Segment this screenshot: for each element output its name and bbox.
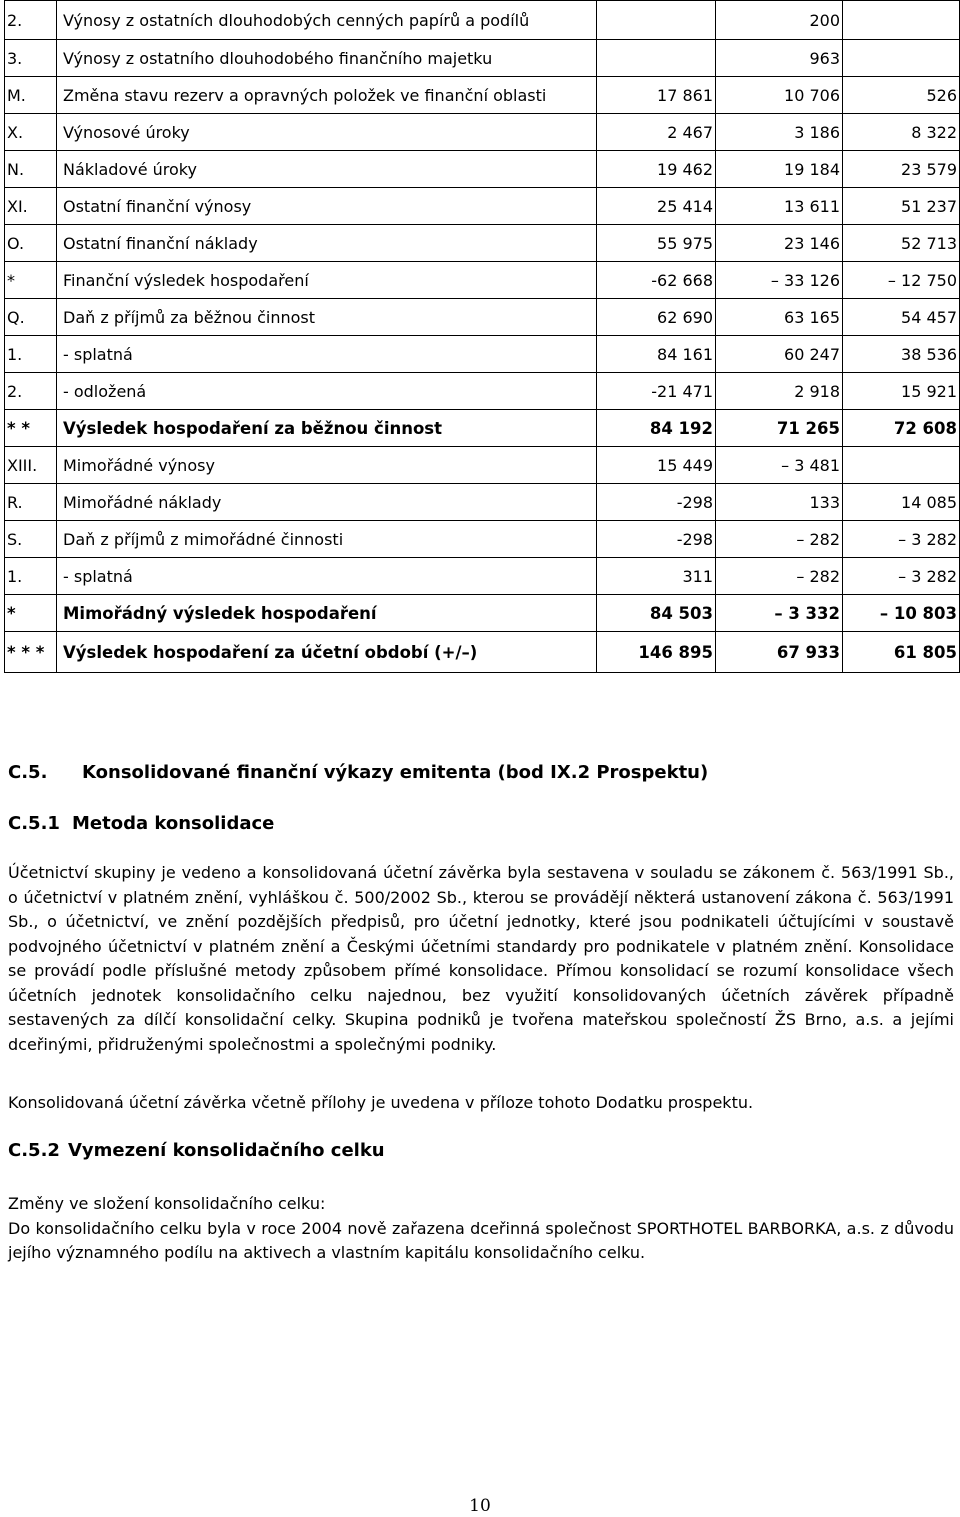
value-col2: 23 146	[716, 225, 843, 262]
value-col1: 84 503	[597, 595, 716, 632]
value-col2: 2 918	[716, 373, 843, 410]
row-label: Výnosy z ostatních dlouhodobých cenných papírů a podílů	[57, 1, 597, 40]
table-row	[5, 225, 960, 262]
row-code: *	[5, 262, 57, 299]
value-col1: -21 471	[597, 373, 716, 410]
paragraph: Změny ve složení konsolidačního celku:	[8, 1194, 326, 1213]
table-row	[5, 447, 960, 484]
row-code: M.	[5, 77, 57, 114]
value-col1: 2 467	[597, 114, 716, 151]
value-col2: – 3 332	[716, 595, 843, 632]
paragraph: Do konsolidačního celku byla v roce 2004 nově zařazena dceřinná společnost SPORTHOTEL BARBORKA, a.s. z důvodu jejího významného podílu na aktivech a vlastním kapitálu konsolidačního celku.	[8, 1218, 954, 1262]
row-label: Výnosy z ostatního dlouhodobého finančního majetku	[57, 40, 597, 77]
value-col3: 14 085	[843, 484, 960, 521]
table-row	[5, 373, 960, 410]
table-row	[5, 595, 960, 632]
row-code: * *	[5, 410, 57, 447]
table-row	[5, 151, 960, 188]
section-number: C.5.	[8, 762, 48, 783]
value-col3: 23 579	[843, 151, 960, 188]
row-label: - odložená	[57, 373, 597, 410]
value-col2: 71 265	[716, 410, 843, 447]
row-label: Finanční výsledek hospodaření	[57, 262, 597, 299]
value-col2: 3 186	[716, 114, 843, 151]
value-col3: – 3 282	[843, 521, 960, 558]
row-code: 1.	[5, 336, 57, 373]
value-col2: 13 611	[716, 188, 843, 225]
consolidation-scope-text	[8, 1192, 954, 1266]
value-col1: 15 449	[597, 447, 716, 484]
row-label: Mimořádný výsledek hospodaření	[57, 595, 597, 632]
row-code: 2.	[5, 373, 57, 410]
section-title: Vymezení konsolidačního celku	[68, 1140, 385, 1161]
value-col2: – 282	[716, 521, 843, 558]
value-col2: 200	[716, 1, 843, 40]
section-heading-c5	[8, 762, 708, 783]
row-code: R.	[5, 484, 57, 521]
row-label: Změna stavu rezerv a opravných položek ve finanční oblasti	[57, 77, 597, 114]
row-code: 2.	[5, 1, 57, 40]
value-col1: -298	[597, 484, 716, 521]
table-row	[5, 299, 960, 336]
value-col1: 17 861	[597, 77, 716, 114]
section-number: C.5.1	[8, 813, 60, 834]
row-label: Ostatní finanční výnosy	[57, 188, 597, 225]
section-title: Konsolidované finanční výkazy emitenta (bod IX.2 Prospektu)	[82, 762, 709, 783]
value-col3: 61 805	[843, 632, 960, 673]
value-col3: 72 608	[843, 410, 960, 447]
row-code: * * *	[5, 632, 57, 673]
value-col1	[597, 1, 716, 40]
row-code: XI.	[5, 188, 57, 225]
row-code: XIII.	[5, 447, 57, 484]
table-row	[5, 262, 960, 299]
value-col3: – 12 750	[843, 262, 960, 299]
paragraph: Účetnictví skupiny je vedeno a konsolidovaná účetní závěrka byla sestavena v souladu se zákonem č. 563/1991 Sb., o účetnictví v platném znění, vyhláškou č. 500/2002 Sb., kterou se provádějí některá ustanovení zákona č. 563/1991 Sb., o účetnictví, ve znění pozdějších předpisů, pro účetní jednotky, které jsou podnikateli účtujícími v soustavě podvojného účetnictví v platném znění a Českými účetními standardy pro podnikatele v platném znění. Konsolidace se provádí podle příslušné metody způsobem přímé konsolidace. Přímou konsolidací se rozumí konsolidace všech účetních jednotek konsolidačního celku najednou, bez využití konsolidovaných účetních závěrek případně sestavených za dílčí konsolidační celky. Skupina podniků je tvořena mateřskou společností ŽS Brno, a.s. a jejími dceřinými, přidruženými společnostmi a společnými podniky.	[8, 863, 954, 1054]
value-col2: 67 933	[716, 632, 843, 673]
value-col2: 60 247	[716, 336, 843, 373]
row-label: Mimořádné výnosy	[57, 447, 597, 484]
value-col1: 19 462	[597, 151, 716, 188]
value-col1: 84 192	[597, 410, 716, 447]
table-row	[5, 521, 960, 558]
value-col1	[597, 40, 716, 77]
value-col3	[843, 1, 960, 40]
value-col1: 84 161	[597, 336, 716, 373]
row-label: Daň z příjmů za běžnou činnost	[57, 299, 597, 336]
row-code: Q.	[5, 299, 57, 336]
row-code: 1.	[5, 558, 57, 595]
value-col1: 25 414	[597, 188, 716, 225]
table-row	[5, 77, 960, 114]
page-number: 10	[469, 1496, 491, 1516]
row-code: 3.	[5, 40, 57, 77]
attachment-note	[8, 1091, 954, 1116]
row-code: O.	[5, 225, 57, 262]
value-col1: 62 690	[597, 299, 716, 336]
consolidation-method-text	[8, 861, 954, 1057]
row-label: Ostatní finanční náklady	[57, 225, 597, 262]
paragraph: Konsolidovaná účetní závěrka včetně přílohy je uvedena v příloze tohoto Dodatku prospektu.	[8, 1093, 754, 1112]
value-col2: – 282	[716, 558, 843, 595]
value-col3	[843, 40, 960, 77]
section-number: C.5.2	[8, 1140, 60, 1161]
value-col3: 52 713	[843, 225, 960, 262]
section-heading-c52	[8, 1140, 385, 1161]
row-label: Výnosové úroky	[57, 114, 597, 151]
value-col1: 146 895	[597, 632, 716, 673]
row-label: Mimořádné náklady	[57, 484, 597, 521]
row-label: - splatná	[57, 336, 597, 373]
value-col2: – 33 126	[716, 262, 843, 299]
value-col3	[843, 447, 960, 484]
row-label: - splatná	[57, 558, 597, 595]
row-label: Daň z příjmů z mimořádné činnosti	[57, 521, 597, 558]
table-row	[5, 484, 960, 521]
value-col2: 133	[716, 484, 843, 521]
row-label: Nákladové úroky	[57, 151, 597, 188]
table-row	[5, 410, 960, 447]
value-col3: – 10 803	[843, 595, 960, 632]
value-col3: 51 237	[843, 188, 960, 225]
value-col1: 55 975	[597, 225, 716, 262]
row-code: N.	[5, 151, 57, 188]
value-col2: – 3 481	[716, 447, 843, 484]
financial-results-table	[4, 0, 960, 673]
table-row	[5, 188, 960, 225]
table-row	[5, 558, 960, 595]
value-col2: 63 165	[716, 299, 843, 336]
row-label: Výsledek hospodaření za běžnou činnost	[57, 410, 597, 447]
value-col3: 526	[843, 77, 960, 114]
table-row	[5, 114, 960, 151]
table-row	[5, 632, 960, 673]
value-col3: – 3 282	[843, 558, 960, 595]
row-label: Výsledek hospodaření za účetní období (+/–)	[57, 632, 597, 673]
value-col1: -62 668	[597, 262, 716, 299]
value-col3: 15 921	[843, 373, 960, 410]
section-title: Metoda konsolidace	[72, 813, 275, 834]
row-code: X.	[5, 114, 57, 151]
value-col3: 38 536	[843, 336, 960, 373]
value-col2: 963	[716, 40, 843, 77]
table-row	[5, 40, 960, 77]
section-heading-c51	[8, 813, 274, 834]
value-col3: 8 322	[843, 114, 960, 151]
row-code: *	[5, 595, 57, 632]
value-col2: 10 706	[716, 77, 843, 114]
value-col1: 311	[597, 558, 716, 595]
value-col1: -298	[597, 521, 716, 558]
row-code: S.	[5, 521, 57, 558]
table-row	[5, 1, 960, 40]
value-col2: 19 184	[716, 151, 843, 188]
value-col3: 54 457	[843, 299, 960, 336]
table-row	[5, 336, 960, 373]
